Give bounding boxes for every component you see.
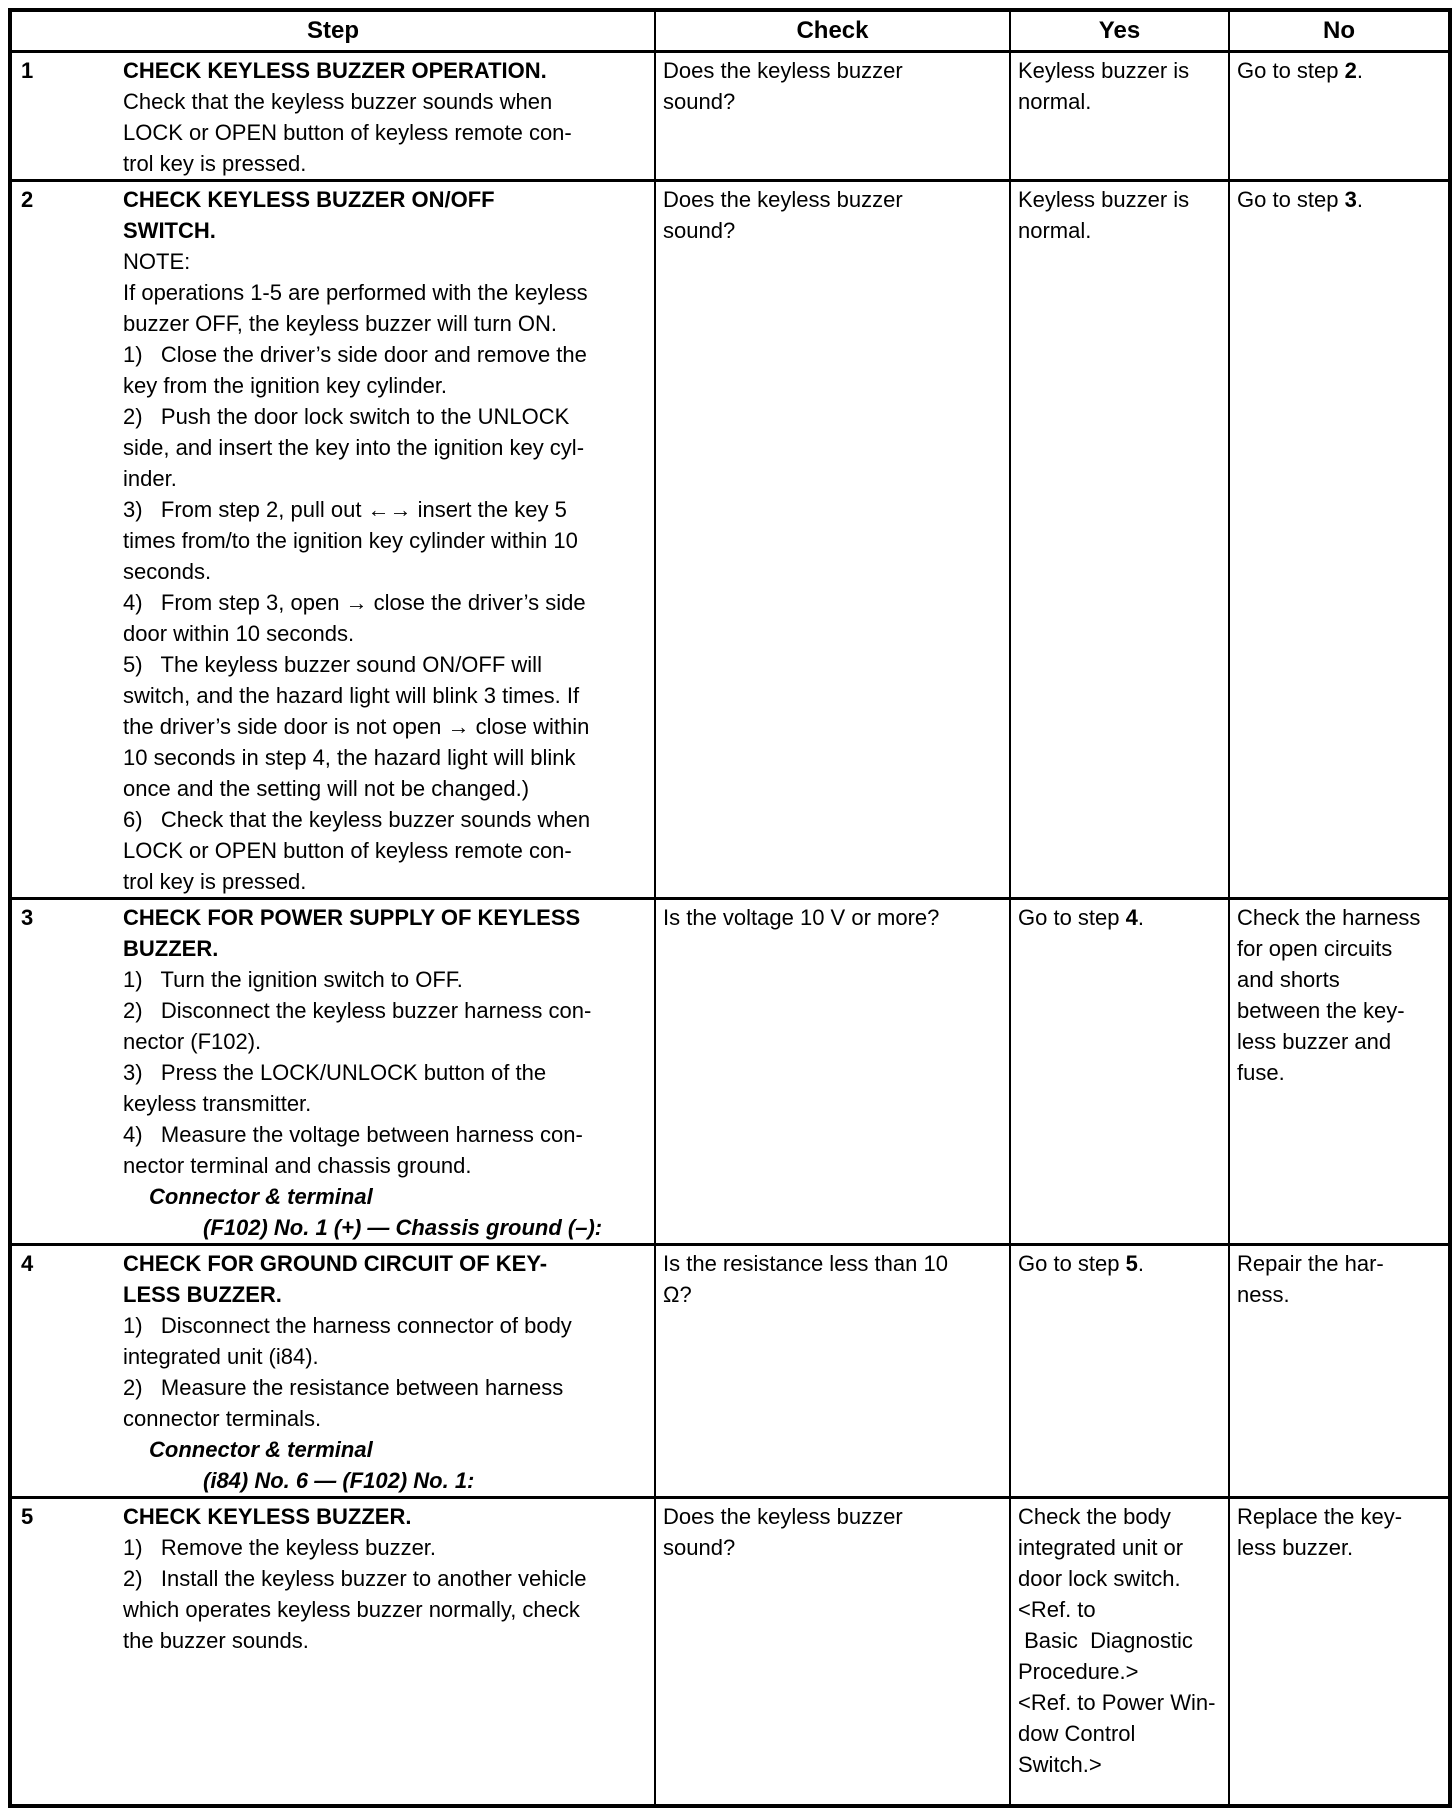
step-number: 3 xyxy=(21,905,34,930)
check-cell: Does the keyless buzzer sound? xyxy=(655,181,1010,899)
step-cell xyxy=(10,899,655,1245)
table-row-2 xyxy=(10,181,1450,899)
step-cell xyxy=(10,181,655,899)
step-instructions: CHECK KEYLESS BUZZER OPERATION. Check that the keyless buzzer sounds when LOCK or OPEN button of keyless remote con- trol key is pressed. xyxy=(123,58,572,176)
no-cell: Repair the har- ness. xyxy=(1229,1245,1450,1498)
step-number: 2 xyxy=(21,187,34,212)
no-cell: Check the harness for open circuits and shorts between the key- less buzzer and fuse. xyxy=(1229,899,1450,1245)
step-instructions: CHECK FOR GROUND CIRCUIT OF KEY- LESS BUZZER. 1) Disconnect the harness connector of body integrated unit (i84). 2) Measure the resistance between harness connector terminals. Connector & terminal (i84) No. 6 — (F102) No. 1: xyxy=(123,1251,572,1493)
yes-cell: Check the body integrated unit or door lock switch. <Ref. to Basic Diagnostic Procedure.> <Ref. to Power Win- dow Control Switch.> xyxy=(1010,1498,1229,1807)
header-no: No xyxy=(1229,10,1450,52)
step-cell xyxy=(10,1498,655,1807)
table-row-1 xyxy=(10,52,1450,181)
table-row-4 xyxy=(10,1245,1450,1498)
check-cell: Does the keyless buzzer sound? xyxy=(655,52,1010,181)
step-cell xyxy=(10,1245,655,1498)
yes-cell: Go to step 4. xyxy=(1010,899,1229,1245)
step-instructions: CHECK KEYLESS BUZZER ON/OFF SWITCH. NOTE: If operations 1-5 are performed with the keyless buzzer OFF, the keyless buzzer will turn ON. 1) Close the driver’s side door and remove the key from the ignition key cylinder. 2) Push the door lock switch to the UNLOCK side, and insert the key into the ignition key cyl- inder. 3) From step 2, pull out ←→ insert the key 5 times from/to the ignition key cylinder within 10 seconds. 4) From step 3, open → close the driver’s side door within 10 seconds. 5) The keyless buzzer sound ON/OFF will switch, and the hazard light will blink 3 times. If the driver’s side door is not open → close within 10 seconds in step 4, the hazard light will blink once and the setting will not be changed.) 6) Check that the keyless buzzer sounds when LOCK or OPEN button of keyless remote con- trol key is pressed. xyxy=(123,187,591,894)
no-cell: Replace the key- less buzzer. xyxy=(1229,1498,1450,1807)
table-row-5 xyxy=(10,1498,1450,1807)
step-instructions: CHECK KEYLESS BUZZER. 1) Remove the keyless buzzer. 2) Install the keyless buzzer to another vehicle which operates keyless buzzer normally, check the buzzer sounds. xyxy=(123,1504,587,1653)
check-cell: Is the voltage 10 V or more? xyxy=(655,899,1010,1245)
step-cell xyxy=(10,52,655,181)
header-yes: Yes xyxy=(1010,10,1229,52)
step-number: 5 xyxy=(21,1504,34,1529)
step-instructions: CHECK FOR POWER SUPPLY OF KEYLESS BUZZER. 1) Turn the ignition switch to OFF. 2) Disconnect the keyless buzzer harness con- nector (F102). 3) Press the LOCK/UNLOCK button of the keyless transmitter. 4) Measure the voltage between harness con- nector terminal and chassis ground. Connector & terminal (F102) No. 1 (+) — Chassis ground (–): xyxy=(123,905,603,1240)
table-header-row xyxy=(10,10,1450,52)
no-cell: Go to step 2. xyxy=(1229,52,1450,181)
table-row-3 xyxy=(10,899,1450,1245)
yes-cell: Keyless buzzer is normal. xyxy=(1010,181,1229,899)
header-check: Check xyxy=(655,10,1010,52)
step-number: 4 xyxy=(21,1251,34,1276)
check-cell: Is the resistance less than 10 Ω? xyxy=(655,1245,1010,1498)
yes-cell: Go to step 5. xyxy=(1010,1245,1229,1498)
yes-cell: Keyless buzzer is normal. xyxy=(1010,52,1229,181)
step-number: 1 xyxy=(21,58,34,83)
header-step: Step xyxy=(10,10,655,52)
no-cell: Go to step 3. xyxy=(1229,181,1450,899)
diagnostic-table xyxy=(8,8,1452,1808)
check-cell: Does the keyless buzzer sound? xyxy=(655,1498,1010,1807)
